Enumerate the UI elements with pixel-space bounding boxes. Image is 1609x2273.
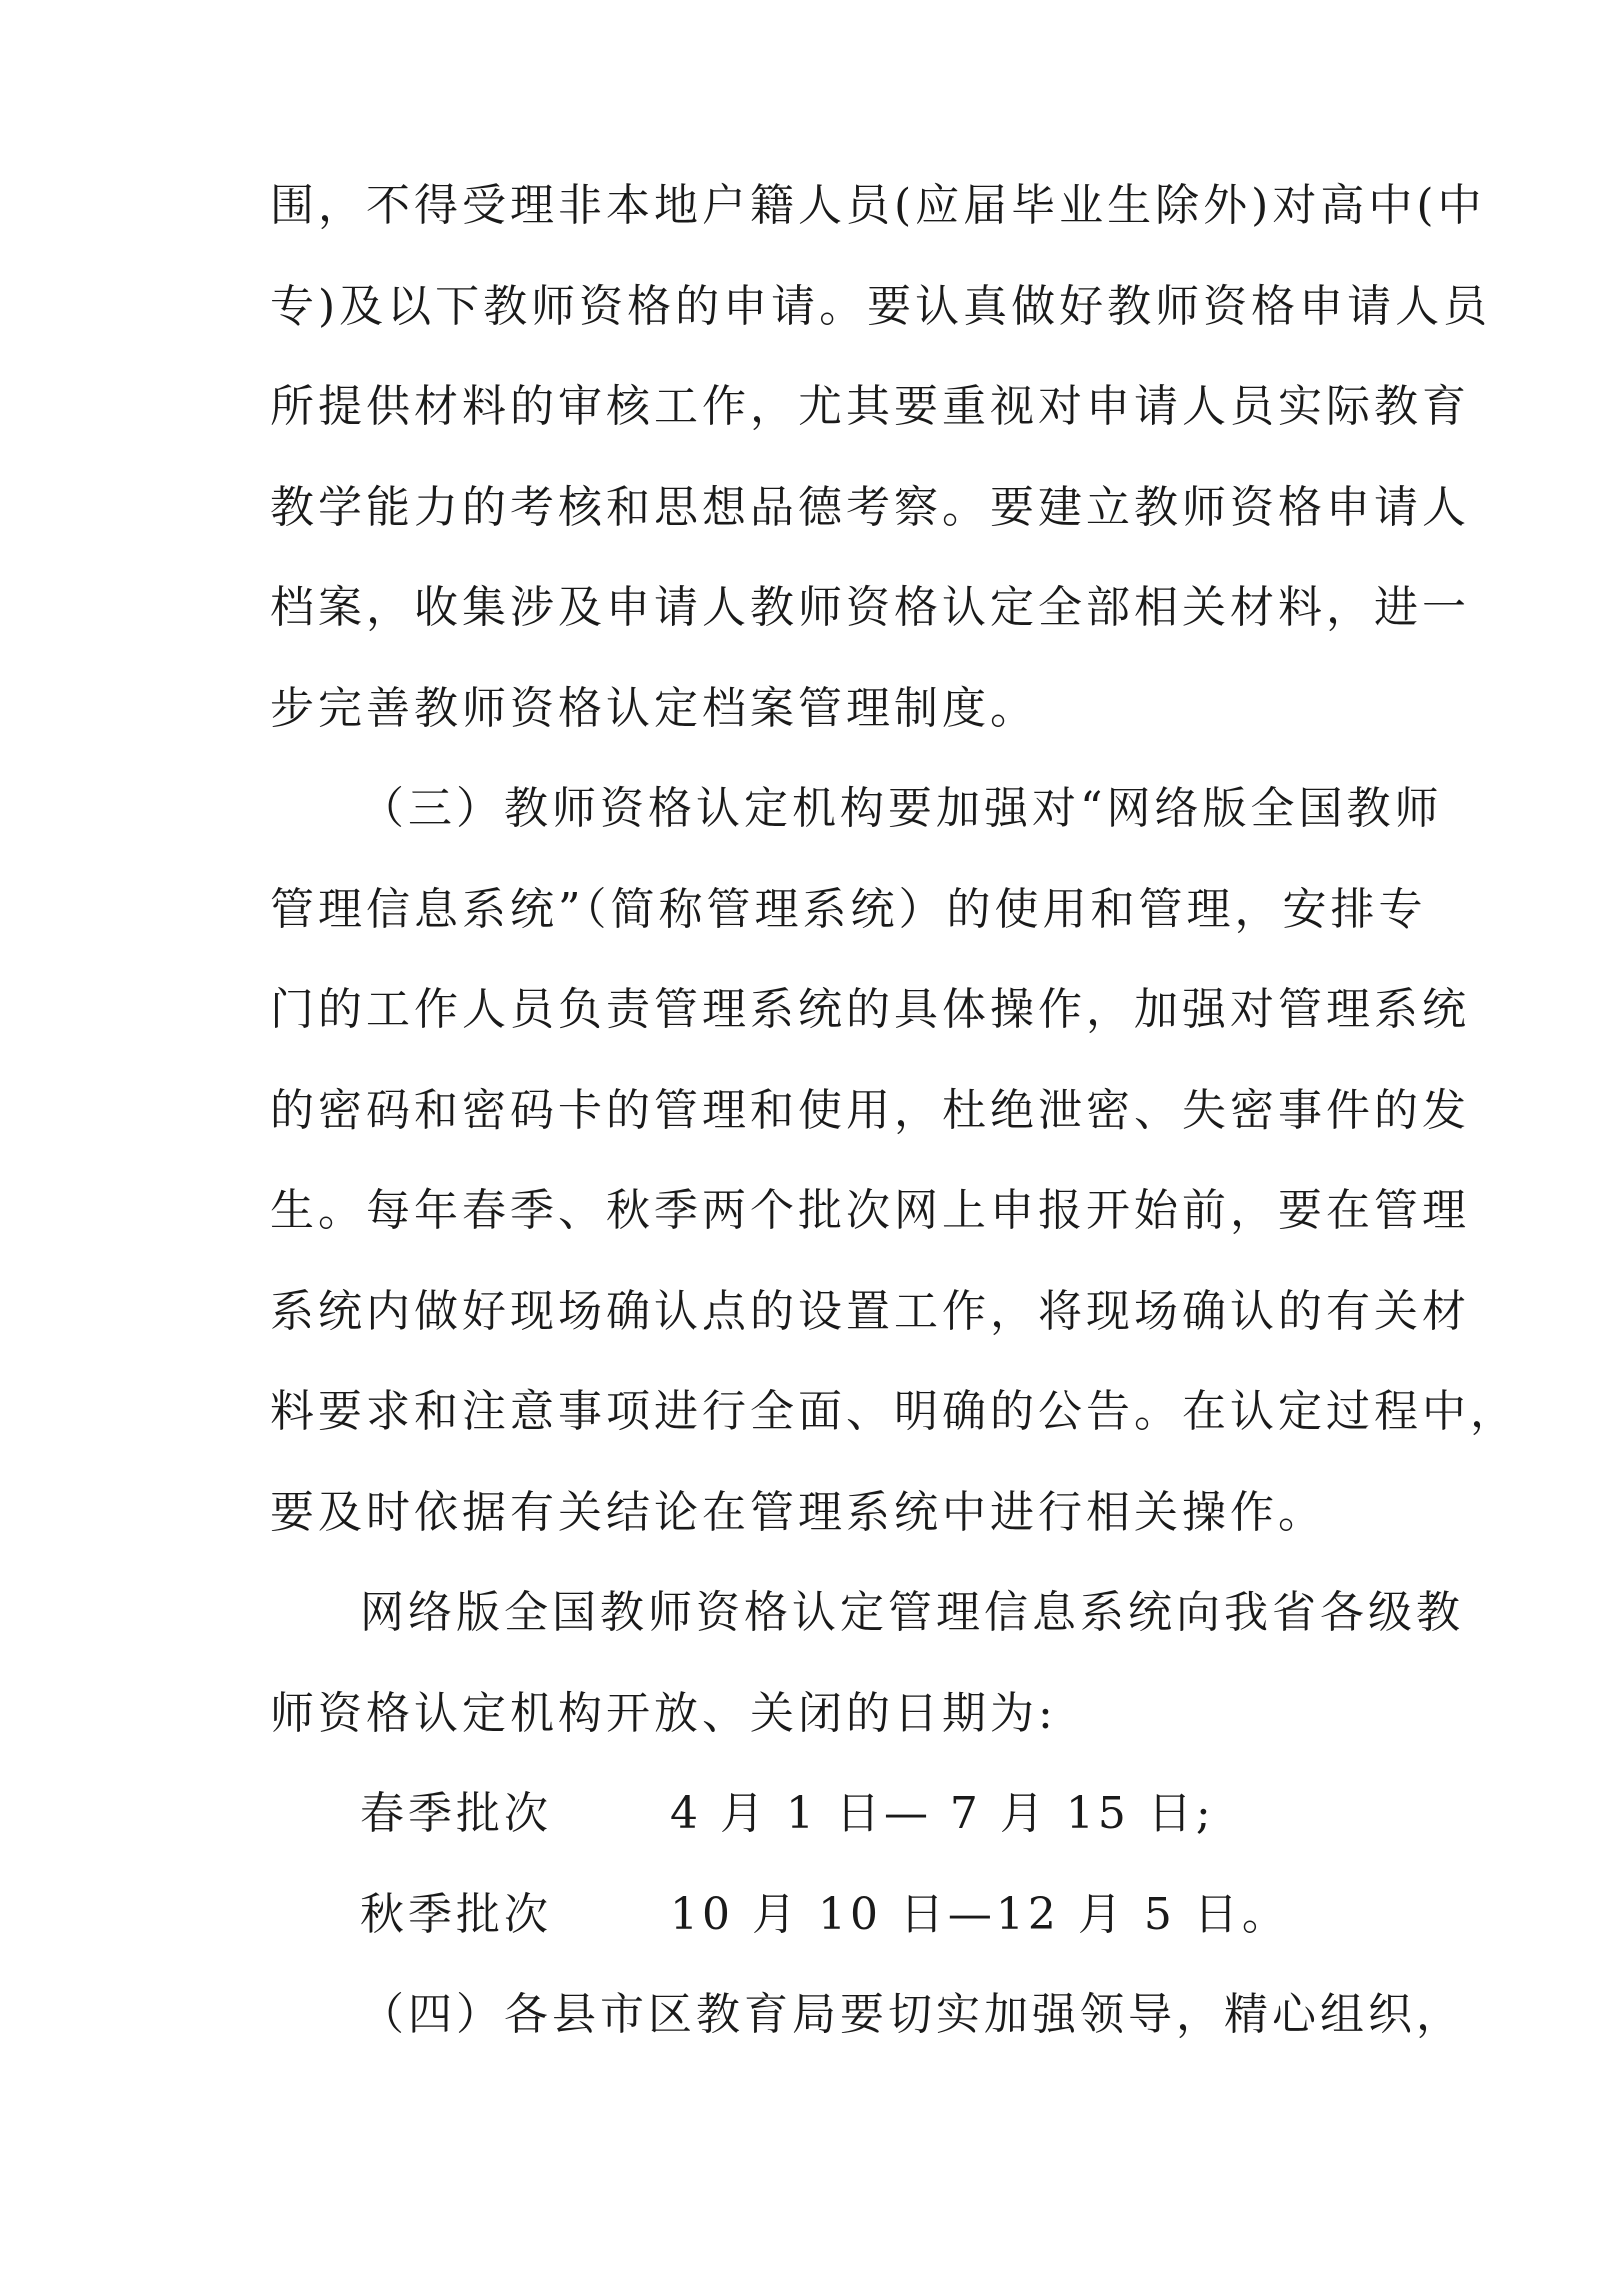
paragraph-4-line-1: （四）各县市区教育局要切实加强领导，精心组织， [360,1989,1464,2040]
paragraph-3-line-1: 网络版全国教师资格认定管理信息系统向我省各级教 [360,1587,1464,1638]
paragraph-2-line-1: （三）教师资格认定机构要加强对“网络版全国教师 [360,783,1443,834]
paragraph-1-line-6: 步完善教师资格认定档案管理制度。 [270,683,1038,734]
paragraph-1-line-3: 所提供材料的审核工作，尤其要重视对申请人员实际教育 [270,381,1470,432]
paragraph-1-line-4: 教学能力的考核和思想品德考察。要建立教师资格申请人 [270,482,1470,533]
paragraph-2-line-5: 生。每年春季、秋季两个批次网上申报开始前，要在管理 [270,1185,1470,1236]
schedule-dates: 4 月 1 日— 7 月 15 日; [670,1788,1215,1839]
paragraph-1-line-2: 专)及以下教师资格的申请。要认真做好教师资格申请人员 [270,281,1492,332]
paragraph-2-line-7: 料要求和注意事项进行全面、明确的公告。在认定过程中， [270,1386,1518,1437]
paragraph-2-line-4: 的密码和密码卡的管理和使用，杜绝泄密、失密事件的发 [270,1085,1470,1136]
paragraph-2-line-3: 门的工作人员负责管理系统的具体操作，加强对管理系统 [270,984,1470,1035]
paragraph-2-line-2: 管理信息系统”（简称管理系统）的使用和管理，安排专 [270,884,1427,935]
paragraph-3-line-2: 师资格认定机构开放、关闭的日期为: [270,1688,1057,1739]
paragraph-2-line-6: 系统内做好现场确认点的设置工作，将现场确认的有关材 [270,1286,1470,1337]
schedule-dates: 10 月 10 日—12 月 5 日。 [670,1889,1290,1940]
paragraph-1-line-1: 围，不得受理非本地户籍人员(应届毕业生除外)对高中(中 [270,180,1486,231]
paragraph-1-line-5: 档案，收集涉及申请人教师资格认定全部相关材料，进一 [270,582,1470,633]
schedule-batch-label: 秋季批次 [360,1889,552,1940]
schedule-batch-label: 春季批次 [360,1788,552,1839]
paragraph-2-line-8: 要及时依据有关结论在管理系统中进行相关操作。 [270,1487,1326,1538]
